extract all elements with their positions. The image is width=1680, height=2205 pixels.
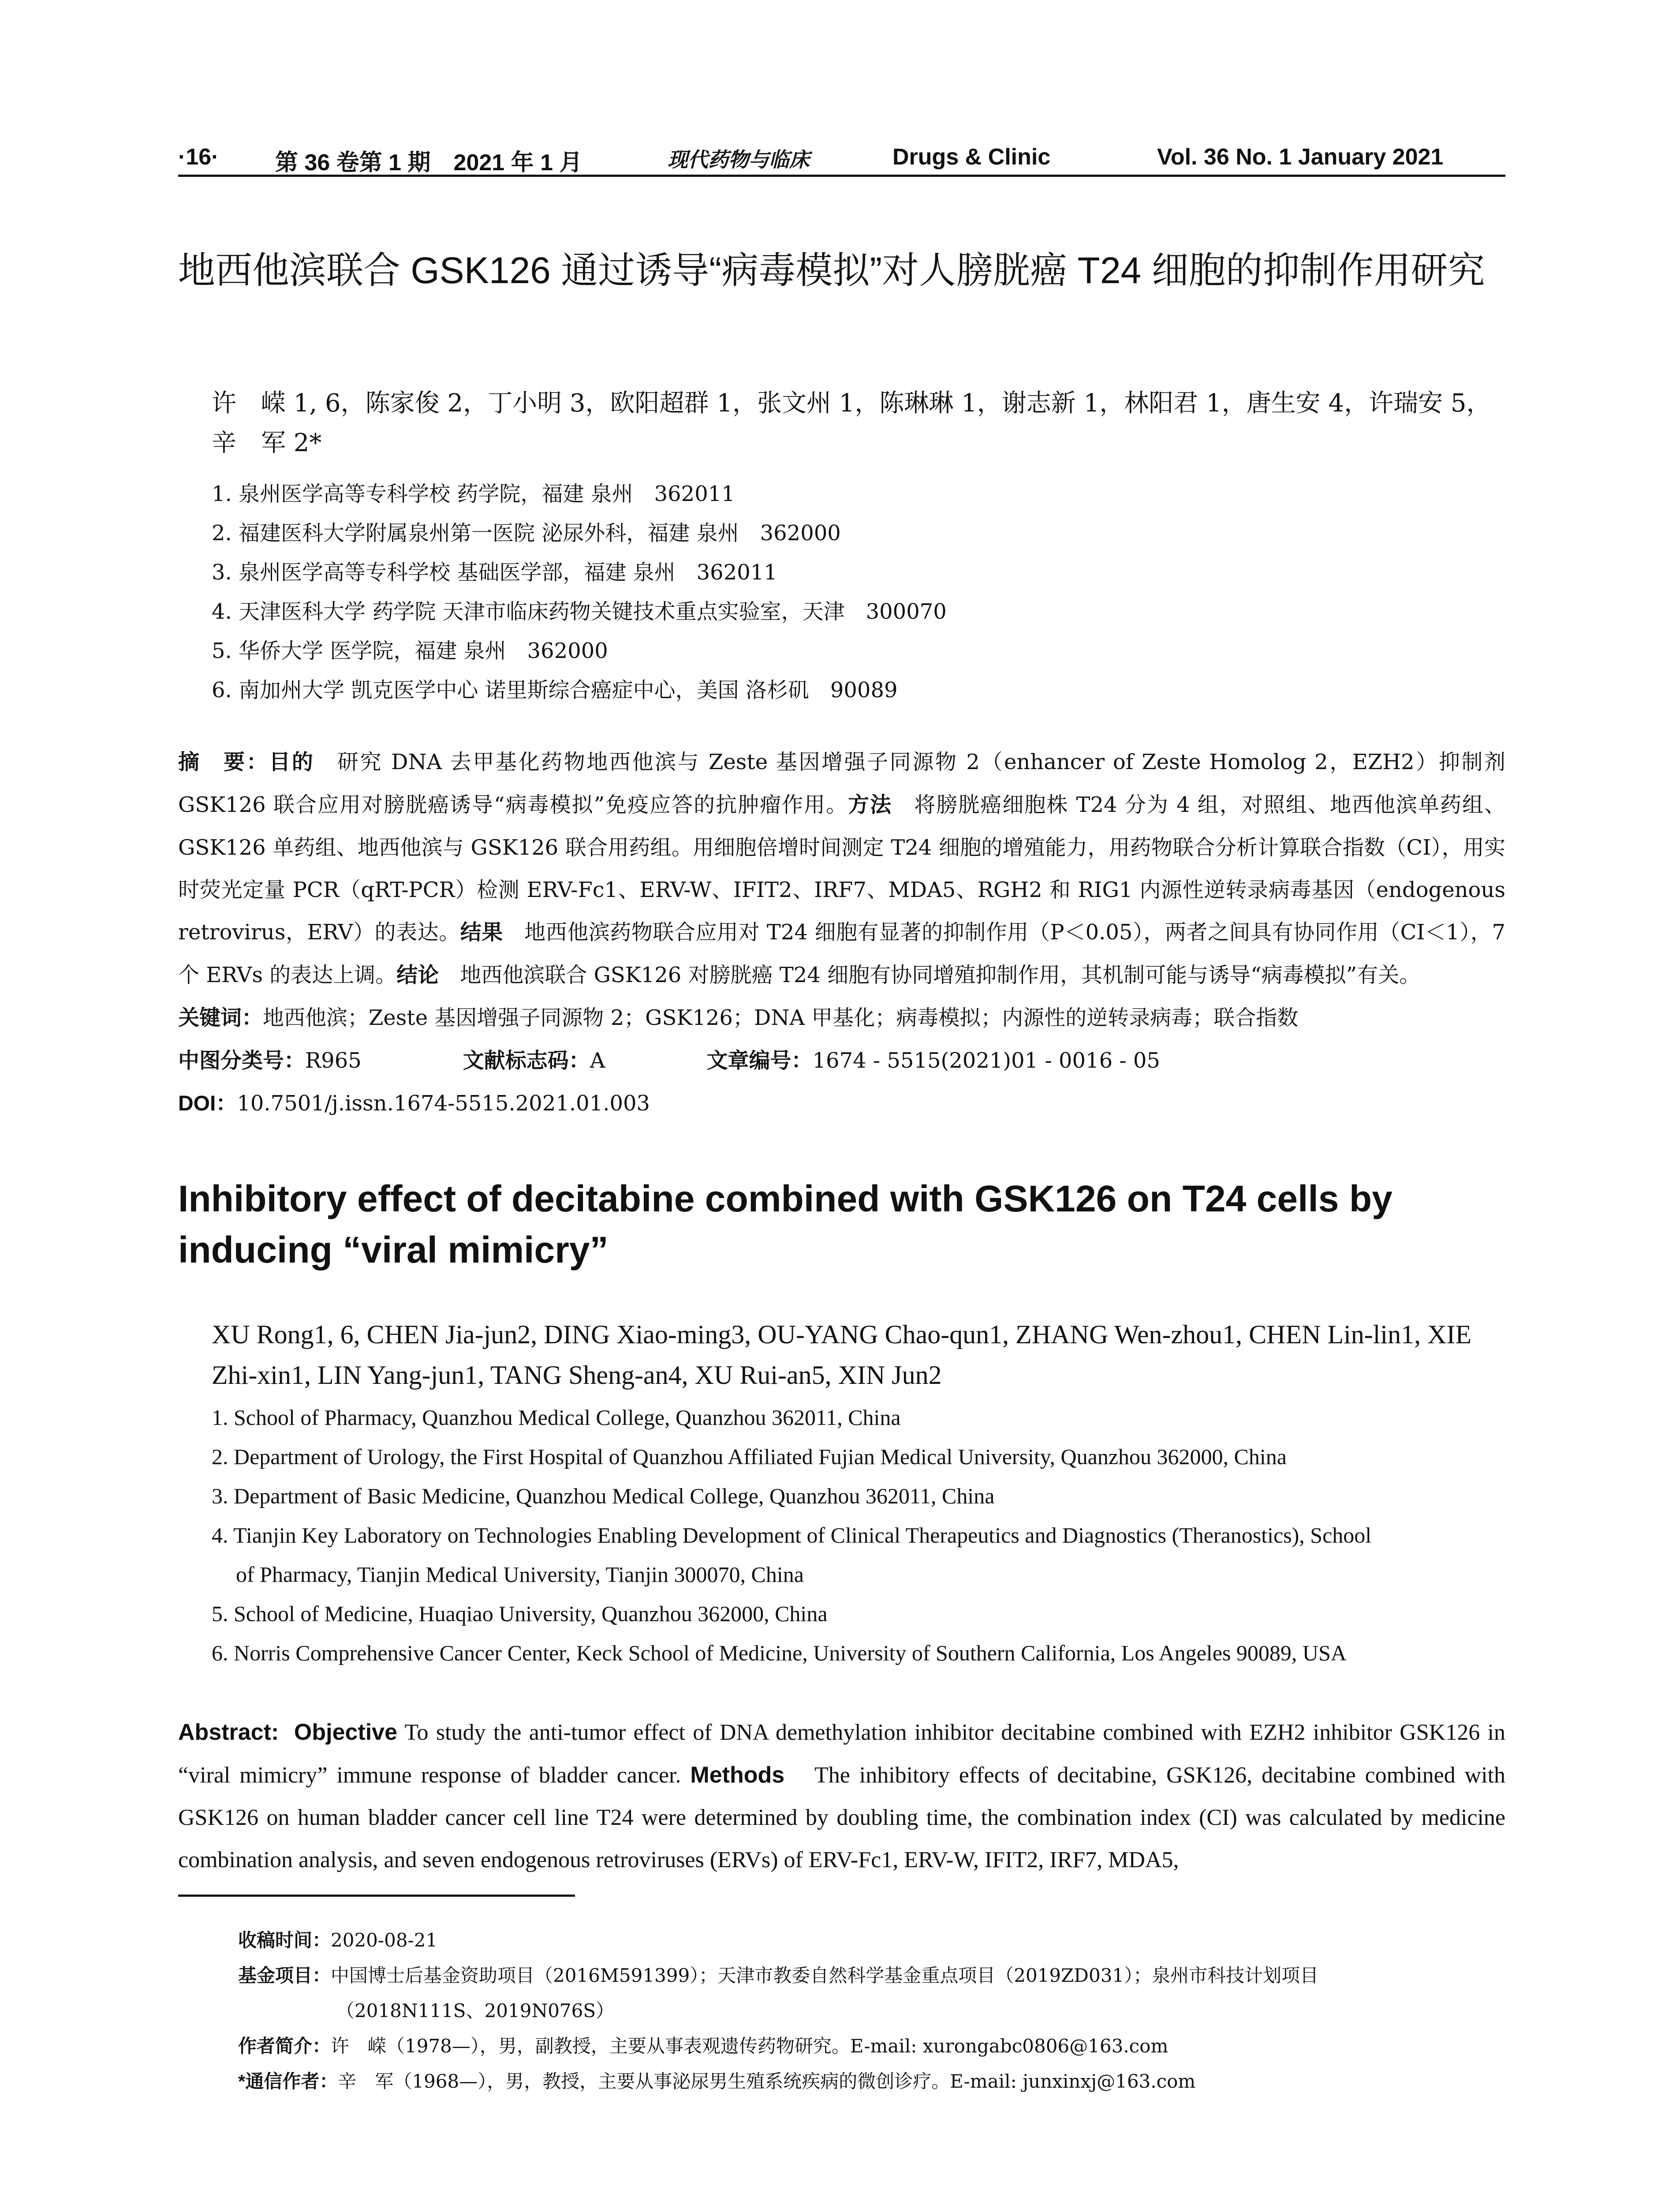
classification-line xyxy=(178,1039,1505,1082)
methods-cn-label: 方法 xyxy=(848,793,892,817)
corresponding-author xyxy=(238,2064,1504,2099)
article-no-value: 1674 - 5515(2021)01 - 0016 - 05 xyxy=(812,1048,1160,1073)
keywords-cn-value: 地西他滨；Zeste 基因增强子同源物 2；GSK126；DNA 甲基化；病毒模拟；内源性的逆转录病毒；联合指数 xyxy=(263,1005,1299,1030)
title-en: Inhibitory effect of decitabine combined with GSK126 on T24 cells by inducing “viral mimicry” xyxy=(178,1178,1393,1271)
authors-en: XU Rong1, 6, CHEN Jia-jun2, DING Xiao-ming3, OU-YANG Chao-qun1, ZHANG Wen-zhou1, CHEN Lin-lin1, XIE Zhi-xin1, LIN Yang-jun1, TANG Sheng-an4, XU Rui-an5, XIN Jun2 xyxy=(212,1320,1472,1390)
affiliation-en-item: 4. Tianjin Key Laboratory on Technologies Enabling Development of Clinical Therapeutics and Diagnostics (Theranostics), School xyxy=(212,1523,1372,1547)
abstract-cn-label: 摘 要： xyxy=(178,751,269,774)
clc-label: 中图分类号： xyxy=(178,1049,306,1073)
article-no-label: 文章编号： xyxy=(706,1049,813,1073)
methods-en-label: Methods xyxy=(690,1762,785,1788)
bio-label: 作者简介： xyxy=(238,2036,331,2056)
abstract-cn xyxy=(178,741,1505,1125)
abstract-en-body xyxy=(178,1711,1505,1881)
affiliation-cn-item: 2. 福建医科大学附属泉州第一医院 泌尿外科，福建 泉州 362000 xyxy=(212,521,841,546)
results-cn-text: 地西他滨药物联合应用对 T24 细胞有显著的抑制作用（P＜0.05），两者之间具有协同作用（CI＜1），7 个 ERVs 的表达上调。 xyxy=(178,920,1505,987)
abstract-en xyxy=(178,1711,1505,1881)
keywords-cn xyxy=(178,997,1505,1039)
authors-cn: 许 嵘 1, 6，陈家俊 2，丁小明 3，欧阳超群 1，张文州 1，陈琳琳 1，谢志新 1，林阳君 1，唐生安 4，许瑞安 5，辛 军 2* xyxy=(212,389,1491,457)
running-header xyxy=(178,140,1505,177)
footnote-rule xyxy=(178,1895,575,1897)
doc-code-label: 文献标志码： xyxy=(463,1049,590,1073)
page-number: ·16· xyxy=(178,144,219,170)
affiliation-en-item: 6. Norris Comprehensive Cancer Center, Keck School of Medicine, University of Southern California, Los Angeles 90089, USA xyxy=(212,1641,1347,1665)
affiliation-cn-item: 3. 泉州医学高等专科学校 基础医学部，福建 泉州 362011 xyxy=(212,560,777,585)
volume-en: Vol. 36 No. 1 January 2021 xyxy=(1157,144,1444,170)
fund-label: 基金项目： xyxy=(238,1965,331,1986)
results-cn-label: 结果 xyxy=(460,921,503,944)
objective-cn-label: 目的 xyxy=(269,751,315,774)
affiliation-cn-item: 6. 南加州大学 凯克医学中心 诺里斯综合癌症中心，美国 洛杉矶 90089 xyxy=(212,678,898,703)
affiliation-cn-item: 4. 天津医科大学 药学院 天津市临床药物关键技术重点实验室，天津 300070 xyxy=(212,599,947,624)
affiliation-en-item: 3. Department of Basic Medicine, Quanzhou Medical College, Quanzhou 362011, China xyxy=(212,1484,995,1508)
author-bio xyxy=(238,2029,1504,2064)
doc-code-value: A xyxy=(590,1048,605,1073)
objective-cn-text: 研究 DNA 去甲基化药物地西他滨与 Zeste 基因增强子同源物 2（enhancer of Zeste Homolog 2，EZH2）抑制剂 GSK126 联合应用对膀胱癌诱导“病毒模拟”免疫应答的抗肿瘤作用。 xyxy=(178,750,1505,817)
journal-name-en: Drugs & Clinic xyxy=(892,144,1051,170)
abstract-en-label: Abstract: xyxy=(178,1719,279,1745)
fund-info-cont: （2018N111S、2019N076S） xyxy=(336,2000,615,2022)
volume-cn: 第 36 卷第 1 期 2021 年 1 月 xyxy=(275,150,582,176)
objective-en-text: To study the anti-tumor effect of DNA demethylation inhibitor decitabine combined with EZH2 inhibitor GSK126 in “viral mimicry” immune response of bladder cancer. xyxy=(178,1720,1506,1788)
methods-cn-text: 将膀胱癌细胞株 T24 分为 4 组，对照组、地西他滨单药组、GSK126 单药组、地西他滨与 GSK126 联合用药组。用细胞倍增时间测定 T24 细胞的增殖能力，用药物联合分析计算联合指数（CI），用实时荧光定量 PCR（qRT-PCR）检测 ERV-Fc1、ERV-W、IFIT2、IRF7、MDA5、RGH2 和 RIG1 内源性逆转录病毒基因（endogenous retrovirus，ERV）的表达。 xyxy=(178,792,1505,945)
footnotes xyxy=(238,1923,1504,2099)
received-date xyxy=(238,1923,1504,1958)
doi-label: DOI： xyxy=(178,1092,237,1115)
objective-en-label: Objective xyxy=(294,1719,398,1745)
conclusion-cn-label: 结论 xyxy=(396,964,439,987)
methods-en-text: The inhibitory effects of decitabine, GSK126, decitabine combined with GSK126 on human bladder cancer cell line T24 were determined by doubling time, the combination index (CI) was calculated by medicine combination analysis, and seven endogenous retroviruses (ERVs) of ERV-Fc1, ERV-W, IFIT2, IRF7, MDA5, xyxy=(178,1763,1506,1872)
affiliation-en-item: of Pharmacy, Tianjin Medical University, Tianjin 300070, China xyxy=(236,1562,804,1587)
affiliation-en-item: 1. School of Pharmacy, Quanzhou Medical College, Quanzhou 362011, China xyxy=(212,1405,901,1430)
fund-info xyxy=(238,1958,1504,1993)
bio-value: 许 嵘（1978—），男，副教授，主要从事表观遗传药物研究。E-mail: xurongabc0806@163.com xyxy=(331,2035,1169,2057)
clc-value: R965 xyxy=(305,1048,362,1073)
conclusion-cn-text: 地西他滨联合 GSK126 对膀胱癌 T24 细胞有协同增殖抑制作用，其机制可能与诱导“病毒模拟”有关。 xyxy=(439,963,1421,987)
corr-value: 辛 军（1968—），男，教授，主要从事泌尿男生殖系统疾病的微创诊疗。E-mail: junxinxj@163.com xyxy=(338,2070,1196,2092)
affiliations-cn xyxy=(212,475,1508,710)
abstract-cn-body xyxy=(178,741,1505,997)
affiliations-en xyxy=(212,1398,1508,1673)
affiliation-en-item: 5. School of Medicine, Huaqiao University, Quanzhou 362000, China xyxy=(212,1601,828,1626)
doi-line xyxy=(178,1082,1505,1125)
journal-name-cn: 现代药物与临床 xyxy=(668,149,810,171)
fund-value: 中国博士后基金资助项目（2016M591399）；天津市教委自然科学基金重点项目（2019ZD031）；泉州市科技计划项目 xyxy=(331,1965,1319,1986)
affiliation-cn-item: 1. 泉州医学高等专科学校 药学院，福建 泉州 362011 xyxy=(212,482,735,506)
keywords-cn-label: 关键词： xyxy=(178,1006,263,1030)
corr-label: *通信作者： xyxy=(238,2071,338,2092)
affiliation-en-item: 2. Department of Urology, the First Hospital of Quanzhou Affiliated Fujian Medical University, Quanzhou 362000, China xyxy=(212,1444,1287,1469)
received-label: 收稿时间： xyxy=(238,1930,331,1951)
received-value: 2020-08-21 xyxy=(331,1929,438,1951)
title-cn: 地西他滨联合 GSK126 通过诱导“病毒模拟”对人膀胱癌 T24 细胞的抑制作用研究 xyxy=(178,250,1485,291)
doi-value: 10.7501/j.issn.1674-5515.2021.01.003 xyxy=(237,1091,650,1116)
affiliation-cn-item: 5. 华侨大学 医学院，福建 泉州 362000 xyxy=(212,639,608,663)
